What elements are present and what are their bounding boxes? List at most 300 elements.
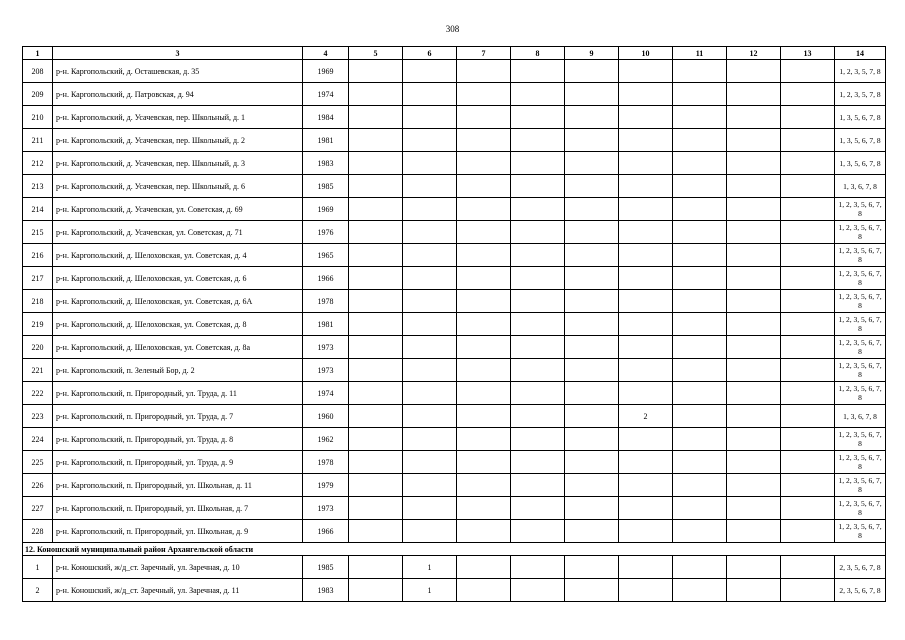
col8-cell <box>511 359 565 382</box>
year-cell: 1969 <box>303 60 349 83</box>
col5-cell <box>349 244 403 267</box>
row-number: 223 <box>23 405 53 428</box>
year-cell: 1984 <box>303 106 349 129</box>
col9-cell <box>565 474 619 497</box>
col14-cell: 1, 2, 3, 5, 6, 7, 8 <box>835 198 886 221</box>
row-number: 217 <box>23 267 53 290</box>
col10-cell <box>619 520 673 543</box>
year-cell: 1969 <box>303 198 349 221</box>
table-row <box>23 579 886 602</box>
col9-cell <box>565 359 619 382</box>
col10-cell <box>619 556 673 579</box>
col7-cell <box>457 520 511 543</box>
col11-cell <box>673 267 727 290</box>
col7-cell <box>457 497 511 520</box>
col14-cell: 1, 2, 3, 5, 6, 7, 8 <box>835 221 886 244</box>
table-row <box>23 359 886 382</box>
table-row <box>23 198 886 221</box>
col8-cell <box>511 175 565 198</box>
table-row <box>23 428 886 451</box>
col7-cell <box>457 313 511 336</box>
col11-cell <box>673 336 727 359</box>
col6-cell <box>403 267 457 290</box>
col5-cell <box>349 198 403 221</box>
col6-cell <box>403 244 457 267</box>
table-row <box>23 152 886 175</box>
year-cell: 1983 <box>303 579 349 602</box>
year-cell: 1966 <box>303 267 349 290</box>
col10-cell <box>619 336 673 359</box>
col8-cell <box>511 520 565 543</box>
col12-cell <box>727 382 781 405</box>
address-cell: р-н. Каргопольский, д. Шелоховская, ул. Советская, д. 8а <box>53 336 303 359</box>
year-cell: 1960 <box>303 405 349 428</box>
col5-cell <box>349 428 403 451</box>
col11-cell <box>673 221 727 244</box>
address-cell: р-н. Каргопольский, д. Шелоховская, ул. Советская, д. 8 <box>53 313 303 336</box>
col5-cell <box>349 152 403 175</box>
address-cell: р-н. Каргопольский, д. Усачевская, пер. Школьный, д. 3 <box>53 152 303 175</box>
page-number: 308 <box>445 24 460 34</box>
col8-cell <box>511 405 565 428</box>
col6-cell <box>403 428 457 451</box>
table-row <box>23 313 886 336</box>
col14-cell: 1, 2, 3, 5, 6, 7, 8 <box>835 474 886 497</box>
col7-cell <box>457 267 511 290</box>
col9-cell <box>565 152 619 175</box>
col7-cell <box>457 579 511 602</box>
col12-cell <box>727 520 781 543</box>
col11-cell <box>673 579 727 602</box>
col8-cell <box>511 382 565 405</box>
col6-cell <box>403 221 457 244</box>
col9-cell <box>565 382 619 405</box>
col13-cell <box>781 129 835 152</box>
year-cell: 1981 <box>303 129 349 152</box>
row-number: 218 <box>23 290 53 313</box>
col12-cell <box>727 129 781 152</box>
column-header: 10 <box>619 47 673 60</box>
address-cell: р-н. Коношский, ж/д_ст. Заречный, ул. Заречная, д. 11 <box>53 579 303 602</box>
col14-cell: 1, 2, 3, 5, 6, 7, 8 <box>835 382 886 405</box>
col11-cell <box>673 474 727 497</box>
col11-cell <box>673 129 727 152</box>
col9-cell <box>565 129 619 152</box>
col10-cell <box>619 83 673 106</box>
col7-cell <box>457 359 511 382</box>
col5-cell <box>349 336 403 359</box>
col8-cell <box>511 129 565 152</box>
col6-cell <box>403 474 457 497</box>
table-row <box>23 106 886 129</box>
col6-cell <box>403 382 457 405</box>
col13-cell <box>781 474 835 497</box>
col14-cell: 1, 2, 3, 5, 6, 7, 8 <box>835 428 886 451</box>
col5-cell <box>349 405 403 428</box>
column-header: 6 <box>403 47 457 60</box>
column-header: 4 <box>303 47 349 60</box>
table-row <box>23 129 886 152</box>
housing-table <box>22 46 886 602</box>
col14-cell: 1, 3, 6, 7, 8 <box>835 405 886 428</box>
col8-cell <box>511 474 565 497</box>
col7-cell <box>457 106 511 129</box>
col8-cell <box>511 267 565 290</box>
col5-cell <box>349 382 403 405</box>
year-cell: 1973 <box>303 497 349 520</box>
year-cell: 1974 <box>303 83 349 106</box>
col14-cell: 1, 2, 3, 5, 6, 7, 8 <box>835 290 886 313</box>
column-header: 3 <box>53 47 303 60</box>
col9-cell <box>565 451 619 474</box>
col11-cell <box>673 244 727 267</box>
col10-cell <box>619 267 673 290</box>
address-cell: р-н. Каргопольский, д. Усачевская, ул. Советская, д. 71 <box>53 221 303 244</box>
col10-cell <box>619 244 673 267</box>
col9-cell <box>565 244 619 267</box>
row-number: 2 <box>23 579 53 602</box>
col10-cell <box>619 451 673 474</box>
col12-cell <box>727 221 781 244</box>
col5-cell <box>349 129 403 152</box>
col13-cell <box>781 359 835 382</box>
year-cell: 1978 <box>303 290 349 313</box>
col5-cell <box>349 221 403 244</box>
table-row <box>23 451 886 474</box>
table-row <box>23 221 886 244</box>
col12-cell <box>727 106 781 129</box>
col12-cell <box>727 83 781 106</box>
col6-cell <box>403 290 457 313</box>
table-row <box>23 244 886 267</box>
col12-cell <box>727 579 781 602</box>
col5-cell <box>349 497 403 520</box>
col11-cell <box>673 152 727 175</box>
col8-cell <box>511 60 565 83</box>
column-header: 12 <box>727 47 781 60</box>
col8-cell <box>511 290 565 313</box>
year-cell: 1983 <box>303 152 349 175</box>
col10-cell <box>619 497 673 520</box>
col9-cell <box>565 336 619 359</box>
col8-cell <box>511 106 565 129</box>
col6-cell <box>403 60 457 83</box>
col8-cell <box>511 244 565 267</box>
col7-cell <box>457 129 511 152</box>
table-row <box>23 60 886 83</box>
col13-cell <box>781 336 835 359</box>
col11-cell <box>673 497 727 520</box>
address-cell: р-н. Каргопольский, д. Осташевская, д. 35 <box>53 60 303 83</box>
col9-cell <box>565 267 619 290</box>
year-cell: 1962 <box>303 428 349 451</box>
col9-cell <box>565 405 619 428</box>
row-number: 224 <box>23 428 53 451</box>
col13-cell <box>781 106 835 129</box>
col7-cell <box>457 175 511 198</box>
address-cell: р-н. Каргопольский, п. Пригородный, ул. Труда, д. 11 <box>53 382 303 405</box>
col13-cell <box>781 579 835 602</box>
col12-cell <box>727 152 781 175</box>
section-title: 12. Коношский муниципальный район Архангельской области <box>23 543 886 556</box>
col6-cell: 1 <box>403 556 457 579</box>
col5-cell <box>349 474 403 497</box>
col7-cell <box>457 405 511 428</box>
col13-cell <box>781 244 835 267</box>
col7-cell <box>457 382 511 405</box>
col10-cell <box>619 382 673 405</box>
column-header: 11 <box>673 47 727 60</box>
col5-cell <box>349 106 403 129</box>
row-number: 228 <box>23 520 53 543</box>
col8-cell <box>511 451 565 474</box>
col6-cell <box>403 83 457 106</box>
col14-cell: 1, 2, 3, 5, 6, 7, 8 <box>835 336 886 359</box>
address-cell: р-н. Каргопольский, п. Пригородный, ул. Труда, д. 8 <box>53 428 303 451</box>
col10-cell <box>619 129 673 152</box>
year-cell: 1974 <box>303 382 349 405</box>
col9-cell <box>565 60 619 83</box>
col6-cell <box>403 198 457 221</box>
column-header: 8 <box>511 47 565 60</box>
col7-cell <box>457 428 511 451</box>
col14-cell: 1, 2, 3, 5, 6, 7, 8 <box>835 267 886 290</box>
header-row <box>23 47 886 60</box>
table-row <box>23 497 886 520</box>
col7-cell <box>457 290 511 313</box>
year-cell: 1985 <box>303 175 349 198</box>
col14-cell: 1, 2, 3, 5, 6, 7, 8 <box>835 244 886 267</box>
col6-cell <box>403 359 457 382</box>
col7-cell <box>457 221 511 244</box>
col14-cell: 1, 3, 5, 6, 7, 8 <box>835 152 886 175</box>
col6-cell <box>403 129 457 152</box>
col12-cell <box>727 198 781 221</box>
col10-cell <box>619 359 673 382</box>
col10-cell <box>619 175 673 198</box>
col12-cell <box>727 290 781 313</box>
col8-cell <box>511 198 565 221</box>
col11-cell <box>673 175 727 198</box>
col12-cell <box>727 451 781 474</box>
col12-cell <box>727 336 781 359</box>
table-row <box>23 175 886 198</box>
col6-cell <box>403 405 457 428</box>
col8-cell <box>511 497 565 520</box>
col9-cell <box>565 497 619 520</box>
col11-cell <box>673 359 727 382</box>
col10-cell <box>619 313 673 336</box>
col6-cell <box>403 336 457 359</box>
col11-cell <box>673 428 727 451</box>
col13-cell <box>781 497 835 520</box>
row-number: 227 <box>23 497 53 520</box>
col7-cell <box>457 198 511 221</box>
col8-cell <box>511 428 565 451</box>
col10-cell <box>619 579 673 602</box>
row-number: 226 <box>23 474 53 497</box>
col7-cell <box>457 152 511 175</box>
col8-cell <box>511 313 565 336</box>
col5-cell <box>349 175 403 198</box>
col11-cell <box>673 556 727 579</box>
address-cell: р-н. Каргопольский, п. Пригородный, ул. Школьная, д. 11 <box>53 474 303 497</box>
col8-cell <box>511 579 565 602</box>
row-number: 215 <box>23 221 53 244</box>
col13-cell <box>781 83 835 106</box>
row-number: 214 <box>23 198 53 221</box>
row-number: 216 <box>23 244 53 267</box>
year-cell: 1973 <box>303 359 349 382</box>
col11-cell <box>673 198 727 221</box>
col14-cell: 2, 3, 5, 6, 7, 8 <box>835 556 886 579</box>
year-cell: 1979 <box>303 474 349 497</box>
col5-cell <box>349 451 403 474</box>
col11-cell <box>673 290 727 313</box>
col8-cell <box>511 152 565 175</box>
year-cell: 1978 <box>303 451 349 474</box>
address-cell: р-н. Каргопольский, п. Пригородный, ул. Школьная, д. 9 <box>53 520 303 543</box>
column-header: 5 <box>349 47 403 60</box>
column-header: 9 <box>565 47 619 60</box>
row-number: 212 <box>23 152 53 175</box>
col10-cell <box>619 474 673 497</box>
col14-cell: 1, 2, 3, 5, 6, 7, 8 <box>835 520 886 543</box>
table-row <box>23 83 886 106</box>
col11-cell <box>673 382 727 405</box>
row-number: 225 <box>23 451 53 474</box>
col7-cell <box>457 244 511 267</box>
col6-cell <box>403 313 457 336</box>
col10-cell <box>619 221 673 244</box>
col10-cell <box>619 198 673 221</box>
col9-cell <box>565 198 619 221</box>
table-row <box>23 520 886 543</box>
year-cell: 1965 <box>303 244 349 267</box>
col5-cell <box>349 520 403 543</box>
col14-cell: 1, 2, 3, 5, 6, 7, 8 <box>835 497 886 520</box>
col12-cell <box>727 428 781 451</box>
col9-cell <box>565 313 619 336</box>
row-number: 219 <box>23 313 53 336</box>
col13-cell <box>781 405 835 428</box>
address-cell: р-н. Каргопольский, д. Шелоховская, ул. Советская, д. 4 <box>53 244 303 267</box>
col11-cell <box>673 520 727 543</box>
col6-cell: 1 <box>403 579 457 602</box>
col14-cell: 2, 3, 5, 6, 7, 8 <box>835 579 886 602</box>
col11-cell <box>673 451 727 474</box>
col12-cell <box>727 175 781 198</box>
col5-cell <box>349 267 403 290</box>
col14-cell: 1, 3, 6, 7, 8 <box>835 175 886 198</box>
col11-cell <box>673 313 727 336</box>
col13-cell <box>781 60 835 83</box>
col14-cell: 1, 3, 5, 6, 7, 8 <box>835 129 886 152</box>
col12-cell <box>727 359 781 382</box>
col9-cell <box>565 556 619 579</box>
col6-cell <box>403 497 457 520</box>
col9-cell <box>565 520 619 543</box>
col7-cell <box>457 474 511 497</box>
col12-cell <box>727 267 781 290</box>
address-cell: р-н. Каргопольский, д. Шелоховская, ул. Советская, д. 6 <box>53 267 303 290</box>
col13-cell <box>781 313 835 336</box>
table-row <box>23 474 886 497</box>
col14-cell: 1, 2, 3, 5, 7, 8 <box>835 83 886 106</box>
col10-cell <box>619 152 673 175</box>
col14-cell: 1, 2, 3, 5, 6, 7, 8 <box>835 313 886 336</box>
year-cell: 1966 <box>303 520 349 543</box>
table-row <box>23 290 886 313</box>
col13-cell <box>781 382 835 405</box>
column-header: 1 <box>23 47 53 60</box>
address-cell: р-н. Каргопольский, д. Усачевская, пер. Школьный, д. 1 <box>53 106 303 129</box>
col5-cell <box>349 60 403 83</box>
col6-cell <box>403 451 457 474</box>
row-number: 209 <box>23 83 53 106</box>
col8-cell <box>511 556 565 579</box>
table-row <box>23 405 886 428</box>
row-number: 213 <box>23 175 53 198</box>
address-cell: р-н. Каргопольский, д. Патровская, д. 94 <box>53 83 303 106</box>
col14-cell: 1, 3, 5, 6, 7, 8 <box>835 106 886 129</box>
row-number: 211 <box>23 129 53 152</box>
col14-cell: 1, 2, 3, 5, 6, 7, 8 <box>835 359 886 382</box>
table-row <box>23 556 886 579</box>
col13-cell <box>781 198 835 221</box>
col5-cell <box>349 556 403 579</box>
row-number: 208 <box>23 60 53 83</box>
col8-cell <box>511 336 565 359</box>
col12-cell <box>727 474 781 497</box>
col7-cell <box>457 336 511 359</box>
col8-cell <box>511 221 565 244</box>
col13-cell <box>781 267 835 290</box>
col10-cell <box>619 60 673 83</box>
column-header: 14 <box>835 47 886 60</box>
col9-cell <box>565 83 619 106</box>
col5-cell <box>349 359 403 382</box>
col6-cell <box>403 520 457 543</box>
col7-cell <box>457 60 511 83</box>
col7-cell <box>457 83 511 106</box>
address-cell: р-н. Каргопольский, д. Усачевская, ул. Советская, д. 69 <box>53 198 303 221</box>
col11-cell <box>673 106 727 129</box>
row-number: 220 <box>23 336 53 359</box>
col13-cell <box>781 175 835 198</box>
col12-cell <box>727 556 781 579</box>
col10-cell <box>619 428 673 451</box>
col14-cell: 1, 2, 3, 5, 6, 7, 8 <box>835 451 886 474</box>
col13-cell <box>781 451 835 474</box>
row-number: 1 <box>23 556 53 579</box>
col9-cell <box>565 428 619 451</box>
row-number: 210 <box>23 106 53 129</box>
section-row <box>23 543 886 556</box>
table-body <box>23 60 886 602</box>
table-row <box>23 336 886 359</box>
col12-cell <box>727 313 781 336</box>
col9-cell <box>565 579 619 602</box>
col7-cell <box>457 451 511 474</box>
table-row <box>23 267 886 290</box>
col7-cell <box>457 556 511 579</box>
col11-cell <box>673 83 727 106</box>
col6-cell <box>403 106 457 129</box>
address-cell: р-н. Каргопольский, п. Пригородный, ул. Труда, д. 7 <box>53 405 303 428</box>
address-cell: р-н. Каргопольский, д. Усачевская, пер. Школьный, д. 2 <box>53 129 303 152</box>
col12-cell <box>727 405 781 428</box>
